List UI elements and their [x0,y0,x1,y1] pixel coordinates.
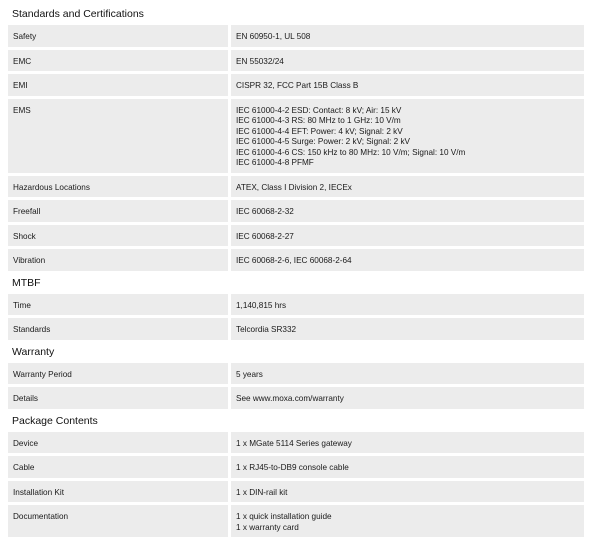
spec-value-line: IEC 60068-2-6, IEC 60068-2-64 [236,256,580,267]
spec-label: Details [8,387,228,409]
spec-label: Standards [8,318,228,340]
section-title: Warranty [8,344,600,360]
spec-label: Freefall [8,200,228,222]
spec-label: Vibration [8,249,228,271]
spec-value-line: 1 x DIN-rail kit [236,488,580,499]
spec-value [231,432,584,454]
spec-label: Device [8,432,228,454]
spec-value-line: EN 55032/24 [236,57,580,68]
spec-row [8,432,584,454]
spec-value-line: IEC 61000-4-6 CS: 150 kHz to 80 MHz: 10 V/m; Signal: 10 V/m [236,148,580,159]
spec-value [231,294,584,316]
spec-label: Installation Kit [8,481,228,503]
spec-row [8,363,584,385]
spec-value-line: IEC 61000-4-4 EFT: Power: 4 kV; Signal: 2 kV [236,127,580,138]
spec-value [231,481,584,503]
spec-value-line: 1,140,815 hrs [236,301,580,312]
spec-value-line: IEC 61000-4-3 RS: 80 MHz to 1 GHz: 10 V/m [236,116,580,127]
spec-label: EMS [8,99,228,173]
spec-label: EMI [8,74,228,96]
spec-label: Warranty Period [8,363,228,385]
spec-value [231,456,584,478]
spec-label: Shock [8,225,228,247]
spec-row [8,318,584,340]
section-title: MTBF [8,275,600,291]
spec-table [8,294,584,340]
spec-row [8,176,584,198]
spec-value-line: IEC 61000-4-5 Surge: Power: 2 kV; Signal: 2 kV [236,137,580,148]
spec-value-line: 5 years [236,370,580,381]
spec-row [8,456,584,478]
spec-row [8,387,584,409]
spec-label: Hazardous Locations [8,176,228,198]
spec-value [231,200,584,222]
spec-row [8,505,584,537]
spec-row [8,249,584,271]
spec-row [8,225,584,247]
spec-row [8,200,584,222]
spec-value-line: IEC 61000-4-8 PFMF [236,158,580,169]
spec-row [8,294,584,316]
spec-value [231,363,584,385]
spec-value [231,50,584,72]
spec-value-line: IEC 61000-4-2 ESD: Contact: 8 kV; Air: 15 kV [236,106,580,117]
spec-label: EMC [8,50,228,72]
spec-row [8,50,584,72]
spec-value [231,249,584,271]
spec-value-line: Telcordia SR332 [236,325,580,336]
spec-value-line: ATEX, Class I Division 2, IECEx [236,183,580,194]
spec-table [8,363,584,409]
spec-row [8,74,584,96]
spec-value-line: 1 x warranty card [236,523,580,534]
spec-value [231,74,584,96]
spec-row [8,99,584,173]
spec-value-line: See www.moxa.com/warranty [236,394,580,405]
spec-table [8,432,584,537]
spec-value-line: 1 x RJ45-to-DB9 console cable [236,463,580,474]
spec-value-line: CISPR 32, FCC Part 15B Class B [236,81,580,92]
spec-row [8,25,584,47]
spec-value [231,225,584,247]
spec-label: Documentation [8,505,228,537]
spec-value [231,505,584,537]
spec-value-line: IEC 60068-2-27 [236,232,580,243]
spec-label: Time [8,294,228,316]
spec-value-line: IEC 60068-2-32 [236,207,580,218]
spec-table [8,25,584,271]
spec-label: Cable [8,456,228,478]
spec-value [231,176,584,198]
spec-value-line: 1 x MGate 5114 Series gateway [236,439,580,450]
spec-value [231,318,584,340]
section-title: Standards and Certifications [8,6,600,22]
spec-value [231,387,584,409]
spec-row [8,481,584,503]
spec-value-line: EN 60950-1, UL 508 [236,32,580,43]
spec-value-line: 1 x quick installation guide [236,512,580,523]
spec-label: Safety [8,25,228,47]
spec-value [231,25,584,47]
spec-value [231,99,584,173]
section-title: Package Contents [8,413,600,429]
